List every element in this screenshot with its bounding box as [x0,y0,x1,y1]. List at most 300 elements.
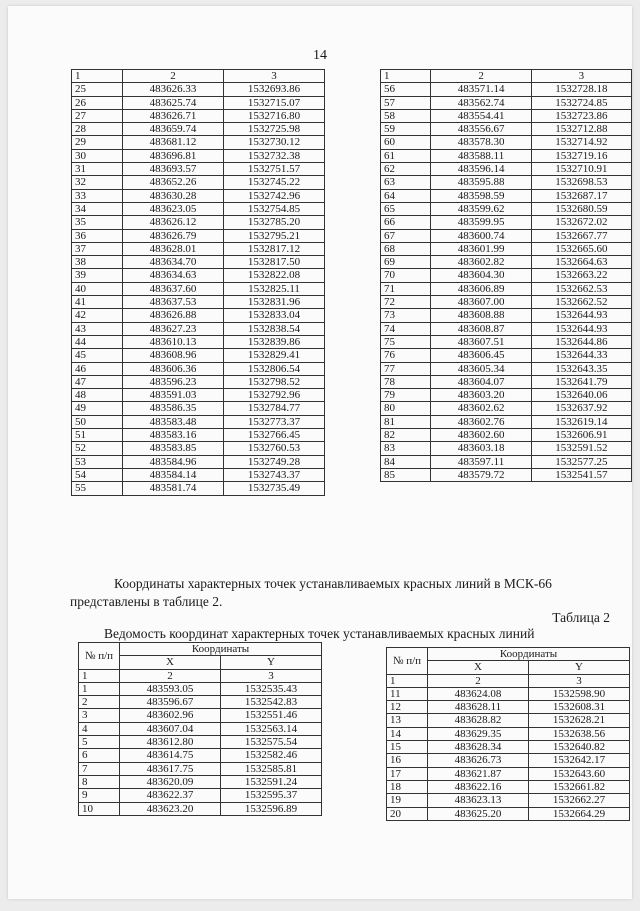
coordinates-table-left [71,69,325,496]
coordinates-table-right [380,69,632,482]
y-coordinate-cell: 1532817.12 [224,242,325,255]
index-cell: 2 [120,669,221,682]
x-coordinate-cell: 483606.89 [431,282,531,295]
point-number-cell: 20 [387,807,428,820]
x-coordinate-cell: 483623.05 [123,202,224,215]
table-row [381,468,632,481]
column-header: 2 [431,70,531,83]
table-header-row [79,643,322,656]
column-header: 1 [72,70,123,83]
x-coordinate-cell: 483634.70 [123,256,224,269]
x-coordinate-cell: 483578.30 [431,136,531,149]
x-coordinate-cell: 483602.82 [431,256,531,269]
table-row [381,429,632,442]
body-paragraph: Координаты характерных точек устанавливаемых красных линий в МСК-66 представлены в таблице 2. [70,576,552,609]
point-number-cell: 69 [381,256,431,269]
point-number-cell: 19 [387,794,428,807]
x-coordinate-cell: 483595.88 [431,176,531,189]
table-index-row [387,674,630,687]
point-number-cell: 49 [72,402,123,415]
table-row [387,780,630,793]
table-row [381,242,632,255]
y-coordinate-cell: 1532698.53 [531,176,631,189]
index-cell: 2 [428,674,529,687]
y-coordinate-cell: 1532662.53 [531,282,631,295]
table-row [381,176,632,189]
x-coordinate-cell: 483581.74 [123,482,224,495]
table-row [72,229,325,242]
point-number-cell: 70 [381,269,431,282]
point-number-cell: 12 [387,701,428,714]
y-coordinate-cell: 1532644.93 [531,322,631,335]
table-row [72,455,325,468]
point-number-cell: 31 [72,163,123,176]
x-coordinate-cell: 483604.07 [431,375,531,388]
point-number-cell: 26 [72,96,123,109]
x-coordinate-cell: 483608.96 [123,349,224,362]
y-coordinate-cell: 1532716.80 [224,109,325,122]
table-row [72,176,325,189]
y-coordinate-cell: 1532712.88 [531,123,631,136]
y-coordinate-cell: 1532838.54 [224,322,325,335]
table-row [72,123,325,136]
x-coordinate-cell: 483599.62 [431,202,531,215]
x-coordinate-cell: 483603.20 [431,389,531,402]
x-coordinate-cell: 483625.20 [428,807,529,820]
red-lines-table-right [386,647,630,821]
page-number: 14 [313,48,327,63]
x-coordinate-cell: 483588.11 [431,149,531,162]
point-number-cell: 51 [72,429,123,442]
table-row [72,242,325,255]
point-number-cell: 62 [381,163,431,176]
y-coordinate-cell: 1532640.82 [529,741,630,754]
y-coordinate-cell: 1532661.82 [529,780,630,793]
y-coordinate-cell: 1532798.52 [224,375,325,388]
x-coordinate-cell: 483604.30 [431,269,531,282]
point-number-cell: 38 [72,256,123,269]
x-coordinate-cell: 483628.01 [123,242,224,255]
point-number-cell: 60 [381,136,431,149]
table-header-row [387,648,630,661]
point-number-cell: 76 [381,349,431,362]
table-row [72,83,325,96]
point-number-cell: 66 [381,216,431,229]
y-coordinate-cell: 1532575.54 [221,736,322,749]
point-number-cell: 77 [381,362,431,375]
table-row [381,389,632,402]
y-coordinate-cell: 1532680.59 [531,202,631,215]
point-number-cell: 16 [387,754,428,767]
point-number-cell: 83 [381,442,431,455]
column-header: 3 [531,70,631,83]
table-row [381,309,632,322]
table-row [72,163,325,176]
y-coordinate-cell: 1532732.38 [224,149,325,162]
table-row [72,362,325,375]
point-number-cell: 59 [381,123,431,136]
table-row [72,429,325,442]
x-coordinate-cell: 483603.18 [431,442,531,455]
point-number-cell: 74 [381,322,431,335]
y-coordinate-cell: 1532825.11 [224,282,325,295]
y-coordinate-cell: 1532728.18 [531,83,631,96]
table-row [381,109,632,122]
table-row [79,789,322,802]
table-row [72,282,325,295]
x-coordinate-cell: 483600.74 [431,229,531,242]
table-row [387,727,630,740]
table-title: Ведомость координат характерных точек устанавливаемых красных линий [104,626,535,641]
table-row [72,309,325,322]
y-coordinate-cell: 1532541.57 [531,468,631,481]
y-coordinate-cell: 1532687.17 [531,189,631,202]
table-row [72,149,325,162]
table-row [387,807,630,820]
table-row [381,136,632,149]
table-row [381,123,632,136]
table-row [72,109,325,122]
point-number-cell: 3 [79,709,120,722]
table-row [79,682,322,695]
point-number-cell: 18 [387,780,428,793]
y-coordinate-cell: 1532628.21 [529,714,630,727]
x-coordinate-cell: 483696.81 [123,149,224,162]
point-number-cell: 72 [381,296,431,309]
table-row [381,322,632,335]
column-header: 3 [224,70,325,83]
index-cell: 1 [79,669,120,682]
y-coordinate-cell: 1532785.20 [224,216,325,229]
y-coordinate-cell: 1532672.02 [531,216,631,229]
x-coordinate-cell: 483659.74 [123,123,224,136]
column-header: 2 [123,70,224,83]
y-coordinate-cell: 1532644.93 [531,309,631,322]
x-coordinate-cell: 483628.11 [428,701,529,714]
table-header-row [72,70,325,83]
index-cell: 1 [387,674,428,687]
table-row [381,349,632,362]
num-header: № п/п [387,648,428,675]
y-coordinate-cell: 1532719.16 [531,149,631,162]
table-row [72,216,325,229]
y-coordinate-cell: 1532723.86 [531,109,631,122]
table-row [381,296,632,309]
table-row [387,741,630,754]
x-coordinate-cell: 483602.76 [431,415,531,428]
table-row [381,269,632,282]
point-number-cell: 6 [79,749,120,762]
x-coordinate-cell: 483622.37 [120,789,221,802]
x-coordinate-cell: 483593.05 [120,682,221,695]
table-row [72,375,325,388]
y-coordinate-cell: 1532735.49 [224,482,325,495]
x-coordinate-cell: 483630.28 [123,189,224,202]
x-coordinate-cell: 483637.60 [123,282,224,295]
point-number-cell: 13 [387,714,428,727]
table-row [72,402,325,415]
point-number-cell: 56 [381,83,431,96]
index-cell: 3 [221,669,322,682]
table-row [72,136,325,149]
point-number-cell: 63 [381,176,431,189]
point-number-cell: 73 [381,309,431,322]
x-coordinate-cell: 483562.74 [431,96,531,109]
y-coordinate-cell: 1532640.06 [531,389,631,402]
x-coordinate-cell: 483591.03 [123,389,224,402]
point-number-cell: 29 [72,136,123,149]
table-row [72,296,325,309]
x-coordinate-cell: 483607.00 [431,296,531,309]
table-row [79,802,322,815]
table-row [387,754,630,767]
x-coordinate-cell: 483614.75 [120,749,221,762]
point-number-cell: 15 [387,741,428,754]
y-coordinate-cell: 1532644.33 [531,349,631,362]
x-coordinate-cell: 483626.33 [123,83,224,96]
y-coordinate-cell: 1532642.17 [529,754,630,767]
x-header: X [120,656,221,669]
x-coordinate-cell: 483608.88 [431,309,531,322]
y-header: Y [221,656,322,669]
table-row [381,202,632,215]
table-row [72,96,325,109]
y-coordinate-cell: 1532742.96 [224,189,325,202]
point-number-cell: 4 [79,722,120,735]
y-coordinate-cell: 1532833.04 [224,309,325,322]
y-coordinate-cell: 1532773.37 [224,415,325,428]
point-number-cell: 28 [72,123,123,136]
point-number-cell: 55 [72,482,123,495]
x-coordinate-cell: 483610.13 [123,335,224,348]
point-number-cell: 54 [72,468,123,481]
table-row [79,696,322,709]
x-coordinate-cell: 483621.87 [428,767,529,780]
y-coordinate-cell: 1532664.63 [531,256,631,269]
y-coordinate-cell: 1532638.56 [529,727,630,740]
y-coordinate-cell: 1532754.85 [224,202,325,215]
table-row [72,389,325,402]
x-coordinate-cell: 483602.60 [431,429,531,442]
y-coordinate-cell: 1532643.35 [531,362,631,375]
point-number-cell: 52 [72,442,123,455]
red-lines-table-left [78,642,322,816]
y-coordinate-cell: 1532792.96 [224,389,325,402]
y-coordinate-cell: 1532637.92 [531,402,631,415]
x-coordinate-cell: 483693.57 [123,163,224,176]
y-coordinate-cell: 1532784.77 [224,402,325,415]
point-number-cell: 42 [72,309,123,322]
y-coordinate-cell: 1532662.27 [529,794,630,807]
y-coordinate-cell: 1532715.07 [224,96,325,109]
point-number-cell: 68 [381,242,431,255]
x-coordinate-cell: 483584.96 [123,455,224,468]
point-number-cell: 33 [72,189,123,202]
x-coordinate-cell: 483626.73 [428,754,529,767]
x-coordinate-cell: 483607.51 [431,335,531,348]
y-coordinate-cell: 1532535.43 [221,682,322,695]
point-number-cell: 39 [72,269,123,282]
table-header-row [381,70,632,83]
point-number-cell: 79 [381,389,431,402]
point-number-cell: 46 [72,362,123,375]
x-coordinate-cell: 483597.11 [431,455,531,468]
table-row [72,256,325,269]
x-coordinate-cell: 483607.04 [120,722,221,735]
y-coordinate-cell: 1532664.29 [529,807,630,820]
point-number-cell: 50 [72,415,123,428]
x-coordinate-cell: 483583.48 [123,415,224,428]
table-row [72,468,325,481]
x-coordinate-cell: 483605.34 [431,362,531,375]
table-row [381,402,632,415]
table-row [72,415,325,428]
point-number-cell: 11 [387,687,428,700]
x-coordinate-cell: 483596.14 [431,163,531,176]
table-row [381,163,632,176]
table-row [387,794,630,807]
point-number-cell: 75 [381,335,431,348]
y-coordinate-cell: 1532714.92 [531,136,631,149]
point-number-cell: 44 [72,335,123,348]
point-number-cell: 61 [381,149,431,162]
table-row [381,149,632,162]
point-number-cell: 84 [381,455,431,468]
y-coordinate-cell: 1532822.08 [224,269,325,282]
x-coordinate-cell: 483617.75 [120,762,221,775]
point-number-cell: 1 [79,682,120,695]
point-number-cell: 37 [72,242,123,255]
table-row [72,482,325,495]
point-number-cell: 30 [72,149,123,162]
table-row [381,96,632,109]
x-coordinate-cell: 483612.80 [120,736,221,749]
y-coordinate-cell: 1532542.83 [221,696,322,709]
point-number-cell: 40 [72,282,123,295]
x-coordinate-cell: 483596.23 [123,375,224,388]
x-coordinate-cell: 483623.13 [428,794,529,807]
point-number-cell: 65 [381,202,431,215]
table-row [79,749,322,762]
x-coordinate-cell: 483625.74 [123,96,224,109]
y-coordinate-cell: 1532595.37 [221,789,322,802]
x-coordinate-cell: 483556.67 [431,123,531,136]
table-row [381,83,632,96]
point-number-cell: 32 [72,176,123,189]
table-row [79,775,322,788]
y-coordinate-cell: 1532641.79 [531,375,631,388]
point-number-cell: 7 [79,762,120,775]
x-coordinate-cell: 483681.12 [123,136,224,149]
table-row [381,362,632,375]
table-row [72,349,325,362]
y-coordinate-cell: 1532563.14 [221,722,322,735]
x-coordinate-cell: 483629.35 [428,727,529,740]
x-coordinate-cell: 483579.72 [431,468,531,481]
table-row [381,229,632,242]
x-coordinate-cell: 483623.20 [120,802,221,815]
x-coordinate-cell: 483606.45 [431,349,531,362]
y-coordinate-cell: 1532817.50 [224,256,325,269]
point-number-cell: 81 [381,415,431,428]
y-coordinate-cell: 1532743.37 [224,468,325,481]
x-coordinate-cell: 483626.71 [123,109,224,122]
table-row [381,189,632,202]
y-coordinate-cell: 1532596.89 [221,802,322,815]
table-row [381,335,632,348]
y-coordinate-cell: 1532663.22 [531,269,631,282]
x-coordinate-cell: 483571.14 [431,83,531,96]
y-coordinate-cell: 1532693.86 [224,83,325,96]
point-number-cell: 78 [381,375,431,388]
table-row [79,736,322,749]
y-coordinate-cell: 1532585.81 [221,762,322,775]
x-coordinate-cell: 483634.63 [123,269,224,282]
y-coordinate-cell: 1532710.91 [531,163,631,176]
table-row [387,701,630,714]
coords-header: Координаты [428,648,630,661]
table-row [381,256,632,269]
point-number-cell: 8 [79,775,120,788]
y-coordinate-cell: 1532766.45 [224,429,325,442]
point-number-cell: 57 [381,96,431,109]
table-row [381,455,632,468]
x-coordinate-cell: 483626.88 [123,309,224,322]
x-coordinate-cell: 483622.16 [428,780,529,793]
point-number-cell: 14 [387,727,428,740]
y-coordinate-cell: 1532665.60 [531,242,631,255]
num-header: № п/п [79,643,120,670]
y-coordinate-cell: 1532730.12 [224,136,325,149]
y-coordinate-cell: 1532725.98 [224,123,325,136]
table-row [387,687,630,700]
point-number-cell: 36 [72,229,123,242]
point-number-cell: 85 [381,468,431,481]
point-number-cell: 2 [79,696,120,709]
table-row [79,709,322,722]
y-coordinate-cell: 1532806.54 [224,362,325,375]
point-number-cell: 17 [387,767,428,780]
x-coordinate-cell: 483586.35 [123,402,224,415]
point-number-cell: 80 [381,402,431,415]
point-number-cell: 5 [79,736,120,749]
table-row [381,375,632,388]
table-row [79,722,322,735]
index-cell: 3 [529,674,630,687]
y-coordinate-cell: 1532606.91 [531,429,631,442]
table-row [72,269,325,282]
y-coordinate-cell: 1532591.52 [531,442,631,455]
column-header: 1 [381,70,431,83]
x-coordinate-cell: 483626.79 [123,229,224,242]
y-coordinate-cell: 1532608.31 [529,701,630,714]
coords-header: Координаты [120,643,322,656]
point-number-cell: 58 [381,109,431,122]
table-label: Таблица 2 [552,610,610,625]
table-row [387,767,630,780]
table-row [381,442,632,455]
y-coordinate-cell: 1532829.41 [224,349,325,362]
y-coordinate-cell: 1532598.90 [529,687,630,700]
table-row [72,322,325,335]
table-row [72,189,325,202]
y-coordinate-cell: 1532831.96 [224,296,325,309]
point-number-cell: 53 [72,455,123,468]
y-coordinate-cell: 1532724.85 [531,96,631,109]
x-header: X [428,661,529,674]
y-coordinate-cell: 1532591.24 [221,775,322,788]
x-coordinate-cell: 483628.34 [428,741,529,754]
